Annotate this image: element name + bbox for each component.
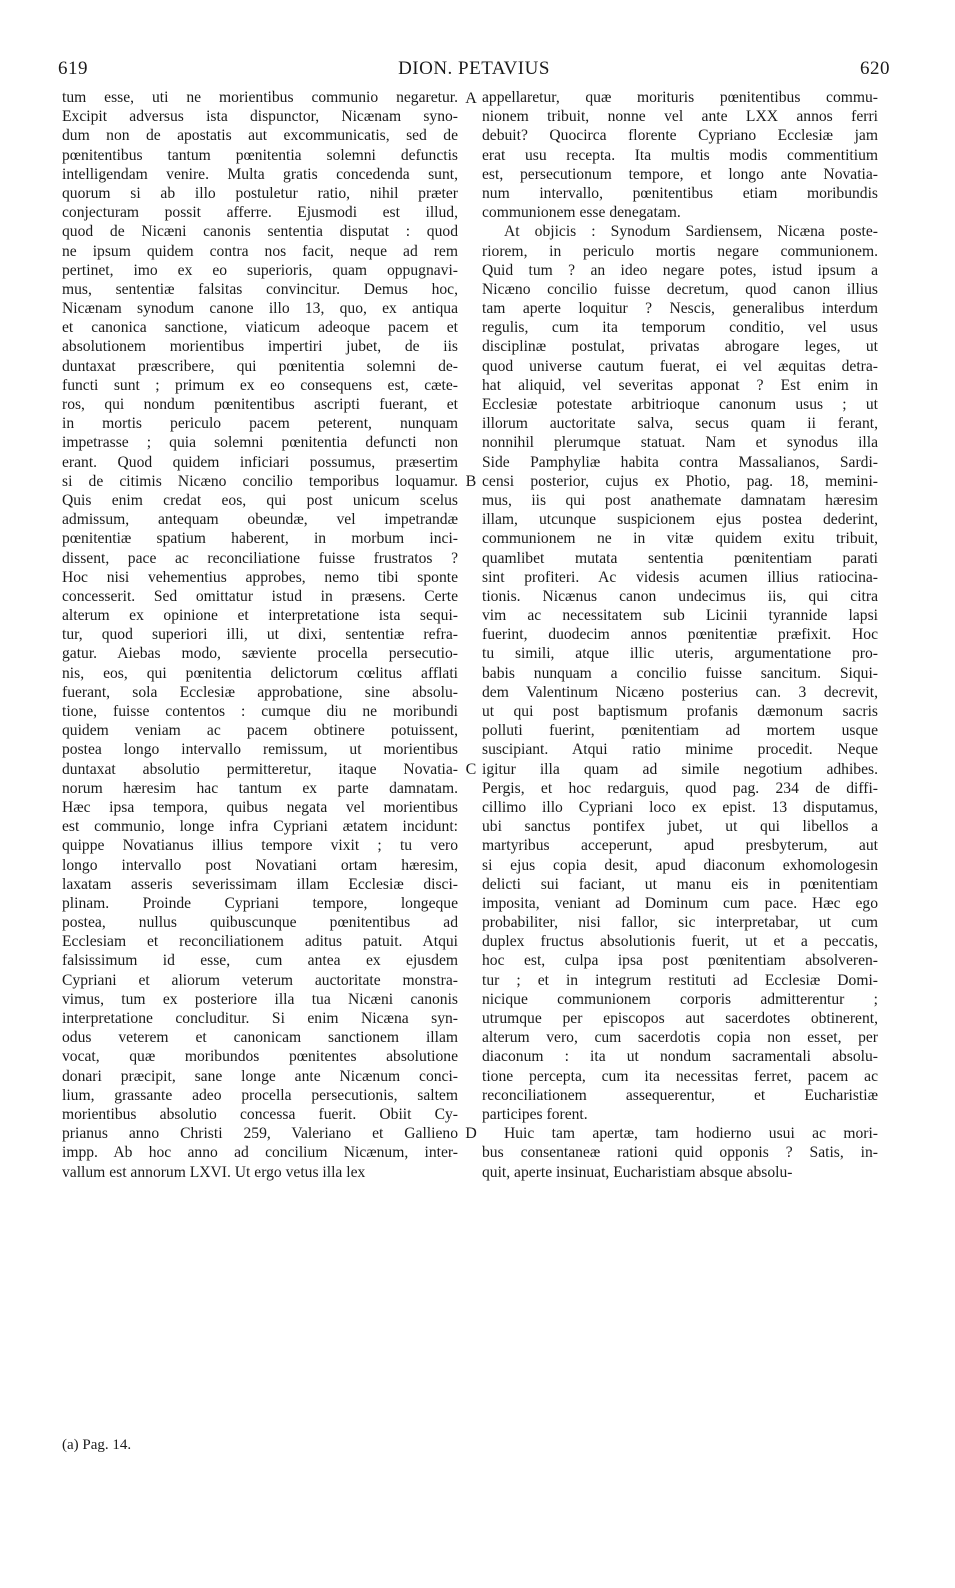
text-line: Nicænam synodum canone illo 13, quo, ex antiqua [62, 300, 458, 318]
left-column [62, 88, 458, 1182]
text-line: tione percepta, cum ita necessitas ferret, pacem ac [482, 1067, 878, 1085]
text-line: duntaxat absolutio permitteretur, itaque Novatia- [62, 760, 458, 778]
text-line: num intervallo, pœnitentibus etiam moribundis [482, 184, 878, 202]
text-line: et canonica sanctione, viaticum adeoque pacem et [62, 319, 458, 337]
text-line: odus veterem et canonicam sanctionem illam [62, 1029, 458, 1047]
text-line: illorum auctoritate salva, secus quam ii ferant, [482, 415, 878, 433]
text-line: si de citimis Nicæno concilio temporibus loquamur. [62, 472, 458, 490]
text-line: conjecturam possit afferre. Ejusmodi est illud, [62, 204, 458, 222]
text-line: si ejus copia desit, apud diaconum exhomologesin [482, 856, 878, 874]
text-line: norum hæresim hac tantum ex parte damnatam. [62, 779, 458, 797]
text-line: pertinet, imo ex eo superioris, quam oppugnavi- [62, 261, 458, 279]
text-line: est, persecutionum tempore, et longo ante Novatia- [482, 165, 878, 183]
text-line: Side Pamphyliæ habita contra Massalianos, Sardi- [482, 453, 878, 471]
text-line: impp. Ab hoc anno ad concilium Nicænum, inter- [62, 1144, 458, 1162]
text-line: functi sunt ; primum ex eo consequens est, cæte- [62, 376, 458, 394]
text-line: tionis. Nicænus canon undecimus iis, qui citra [482, 587, 878, 605]
text-line: martyribus acceperunt, apud presbyterum, aut [482, 837, 878, 855]
running-title: DION. PETAVIUS [398, 58, 550, 79]
text-line: quod universe cautum fuerat, ei vel æquitas detra- [482, 357, 878, 375]
text-line: dem Valentinum Nicæno posterius can. 3 decrevit, [482, 683, 878, 701]
text-line: Quid tum ? an ideo negare potes, istud ipsum a [482, 261, 878, 279]
margin-marker-b: B [465, 473, 477, 490]
text-line: Ecclesiam et reconciliationem aditus patuit. Atqui [62, 933, 458, 951]
text-line: plinam. Proinde Cypriani tempore, longeque [62, 894, 458, 912]
text-line: nis, eos, qui pœnitentia delictorum cœlitus afflati [62, 664, 458, 682]
text-line: participes forent. [482, 1105, 588, 1123]
footnote: (a) Pag. 14. [62, 1437, 132, 1453]
text-line: interpretatione concluditur. Si enim Nicæna syn- [62, 1010, 458, 1027]
text-line: polluti fuerint, pœnitentiam ad mortem usque [482, 722, 878, 740]
text-line: dissent, pace ac reconciliatione fuisse frustratos ? [62, 549, 458, 567]
text-line: postea longo intervallo remissum, ut morientibus [62, 741, 458, 759]
text-line: bus consentaneæ rationi quid opponis ? Satis, in- [482, 1144, 878, 1162]
text-line: tur, quod superiori illi, ut dixi, sententiæ refra- [62, 626, 458, 644]
text-line: postea, nullus quibuscunque pœnitentibus ad [62, 914, 458, 932]
text-line: absolutionem morientibus impertiri jubet, de iis [62, 338, 458, 356]
text-line: reconciliationem assequerentur, et Eucharistiæ [482, 1086, 878, 1104]
text-line: suscipiant. Atqui ratio minime procedit. Neque [482, 741, 878, 759]
text-line: At objicis : Synodum Sardiensem, Nicæna poste- [504, 223, 878, 241]
text-line: tur ; et in integrum restituti ad Ecclesiæ Domi- [482, 971, 878, 989]
text-line: Huic tam apertæ, tam hodierno usui ac mori- [504, 1125, 878, 1143]
text-line: igitur illa quam ad simile negotium adhibes. [482, 760, 878, 778]
text-line: tum esse, uti ne morientibus communio negaretur. [62, 89, 458, 106]
page-header [58, 58, 890, 84]
text-line: ut qui post baptismum profanis dæmonum sacris [482, 703, 878, 720]
text-line: longo intervallo post Novatiani ortam hæresim, [62, 856, 458, 874]
text-line: erat usu recepta. Ita multis modis commentitium [482, 146, 878, 164]
text-line: dum non de apostatis aut excommunicatis, sed de [62, 127, 458, 145]
text-line: impetrasse ; quia solemni pœnitentia defuncti non [62, 434, 458, 452]
text-line: Cypriani et aliorum veterum auctoritate monstra- [62, 971, 458, 989]
text-line: ros, qui nondum pœnitentibus ascripti fuerant, et [62, 396, 458, 413]
text-line: vallum est annorum LXVI. Ut ergo vetus illa lex [62, 1163, 366, 1181]
text-line: falsissimum id esse, cum antea ex ejusdem [62, 952, 458, 970]
text-line: donari præcipit, sane longe ante Nicænum conci- [62, 1067, 458, 1085]
text-line: riorem, in periculo mortis negare communionem. [482, 242, 878, 260]
text-line: hoc est, culpa ipsa post pœnitentiam absolveren- [482, 952, 878, 970]
margin-marker-d: D [465, 1125, 477, 1142]
text-line: duplex fructus absolutionis fuerit, ut et a peccatis, [482, 933, 878, 951]
text-line: imposita, veniant ad Dominum cum pace. Hæc ego [482, 894, 878, 912]
text-line: admissum, antequam obeundæ, vel impetrandæ [62, 511, 458, 529]
text-line: cillimo illo Cypriani loco ex epist. 13 disputamus, [482, 798, 878, 816]
text-line: regulis, cum ita temporum conditio, vel usus [482, 319, 878, 337]
text-line: probabiliter, nisi fallor, sic interpretabar, ut cum [482, 914, 878, 932]
text-line: illam, utcunque suspicionem ejus postea dederint, [482, 511, 878, 529]
text-line: tam aperte loquitur ? Nescis, generalibus interdum [482, 300, 878, 318]
text-line: tione, fuisse contentos : cumque diu ne moribundi [62, 703, 458, 720]
margin-marker-a: A [465, 90, 477, 107]
text-line: tu simili, atque illic uteris, argumentatione pro- [482, 645, 878, 663]
text-line: nicique communionem corporis admitterentur ; [482, 990, 878, 1008]
text-line: communionem ne in vitæ quidem exitu tribuit, [482, 530, 878, 548]
text-line: fuerint, duodecim annos pœnitentiæ præfixit. Hoc [482, 626, 878, 644]
text-line: concesserit. Sed omittatur istud in præsens. Certe [62, 587, 458, 605]
text-line: duntaxat præscribere, qui pœnitentia solemni de- [62, 357, 458, 375]
text-line: Quis enim credat eos, qui post unicum scelus [62, 491, 458, 509]
text-line: intelligendam venire. Multa gratis concedenda sunt, [62, 165, 458, 183]
text-line: nionem tribuit, nonne vel ante LXX annos ferri [482, 108, 878, 126]
text-line: Excipit adversus ista dispunctor, Nicænam syno- [62, 108, 458, 126]
text-line: utrumque per episcopos aut sacerdotes obtinerent, [482, 1010, 878, 1027]
text-line: in mortis periculo pacem peterent, nunquam [62, 415, 458, 433]
text-line: ubi sanctus pontifex jubet, ut qui libellos a [482, 818, 878, 836]
text-line: fuerant, sola Ecclesiæ approbatione, sine absolu- [62, 683, 458, 701]
text-line: est communio, longe infra Cypriani ætatem incidunt: [62, 818, 458, 836]
text-line: censi posterior, cujus ex Photio, pag. 18, memini- [482, 472, 878, 490]
text-line: quorum si ab illo postuletur ratio, nihil præter [62, 184, 458, 202]
text-line: quamlibet mutata sententia pœnitentiam parati [482, 549, 878, 567]
page-number-right: 620 [860, 58, 890, 79]
text-line: babis nunquam a concilio fuisse sancitum. Siqui- [482, 664, 878, 682]
text-line: vim ac necessitatem sub Licinii tyrannide lapsi [482, 607, 878, 625]
text-line: vimus, tum ex posteriore illa tua Nicæni canonis [62, 990, 458, 1008]
text-line: gatur. Aiebas modo, sæviente procella persecutio- [62, 645, 458, 663]
text-line: diaconum : ita ut nondum sacramentali absolu- [482, 1048, 878, 1066]
text-line: sint profiteri. Ac videsis acumen illius ratiocina- [482, 568, 878, 586]
text-line: mus, iis qui post anathemate damnatam hæresim [482, 491, 878, 509]
text-line: morientibus absolutio concessa fuerit. Obiit Cy- [62, 1105, 458, 1123]
margin-marker-c: C [465, 761, 477, 778]
right-column [482, 88, 878, 1182]
text-line: Nicæno concilio fuisse decretum, quod canon illius [482, 280, 878, 298]
text-line: nonnihil plerumque statuat. Nam et synodus illa [482, 434, 878, 452]
text-line: quod de Nicæni canonis sententia disputat : quod [62, 223, 458, 241]
text-line: Hæc ipsa tempora, quibus negata vel morientibus [62, 798, 458, 816]
text-line: pœnitentiæ spatium haberent, in morbum inci- [62, 530, 458, 548]
text-line: quit, aperte insinuat, Eucharistiam absque absolu- [482, 1163, 793, 1181]
text-line: quidem veniam ac pacem obtinere potuissent, [62, 722, 458, 740]
text-line: delicti sui faciant, ut manu eis in pœnitentiam [482, 875, 878, 893]
page-number-left: 619 [58, 58, 88, 79]
text-line: pœnitentibus tantum pœnitentia solemni defunctis [62, 146, 458, 164]
text-line: lium, grassante adeo procella persecutionis, saltem [62, 1086, 458, 1104]
text-line: hat aliquid, vel severitas apponat ? Est enim in [482, 376, 878, 394]
text-line: debuit? Quocirca florente Cypriano Ecclesiæ jam [482, 127, 878, 145]
text-line: communionem esse denegatam. [482, 204, 681, 222]
text-line: Pergis, et hoc redarguis, quod pag. 234 de diffi- [482, 779, 878, 797]
text-line: laxatam asseris severissimam illam Ecclesiæ disci- [62, 875, 458, 893]
text-line: Hoc nisi vehementius approbes, nemo tibi sponte [62, 568, 458, 586]
text-line: erant. Quod quidem inficiari possumus, præsertim [62, 453, 458, 471]
text-line: alterum ex opinione et interpretatione ista sequi- [62, 607, 458, 625]
text-line: disciplinæ postulat, privatas abrogare leges, ut [482, 338, 878, 356]
text-line: vocat, quæ moribundos pœnitentes absolutione [62, 1048, 458, 1066]
text-line: appellaretur, quæ morituris pœnitentibus commu- [482, 89, 878, 106]
text-line: quippe Novatianus illius tempore vixit ; tu vero [62, 837, 458, 855]
text-line: prianus anno Christi 259, Valeriano et Gallieno [62, 1125, 458, 1143]
text-line: alterum vero, cum sacerdotis copia non esset, per [482, 1029, 878, 1047]
text-line: ne ipsum quidem contra nos facit, neque ad rem [62, 242, 458, 260]
text-line: Ecclesiæ potestate arbitrioque canonum usus ; ut [482, 396, 878, 413]
text-line: mus, sententiæ falsitas convincitur. Demus hoc, [62, 280, 458, 298]
